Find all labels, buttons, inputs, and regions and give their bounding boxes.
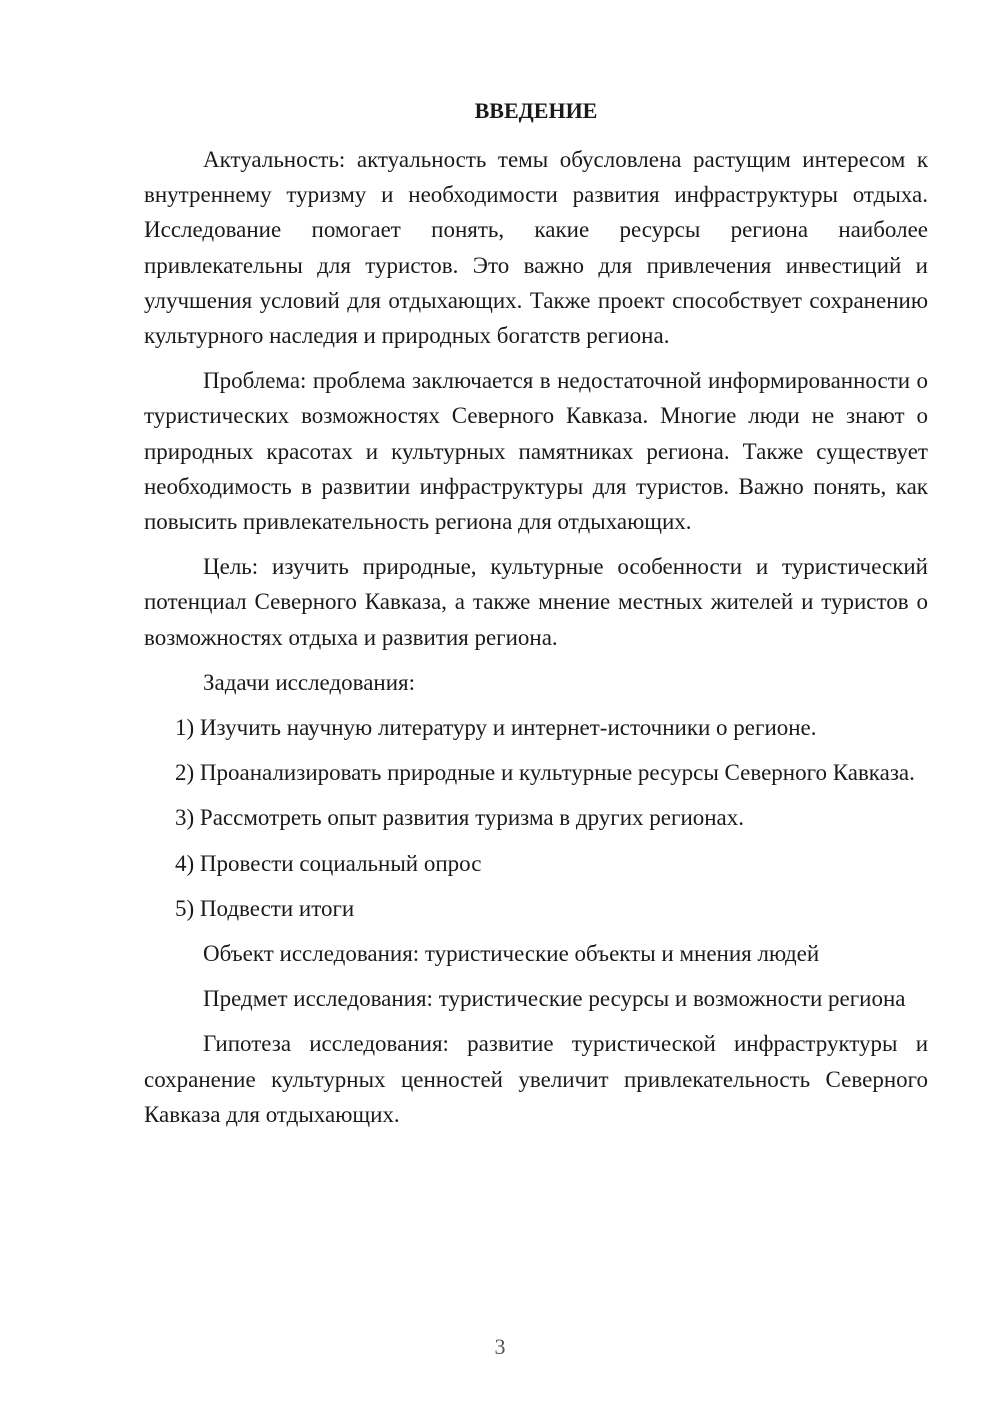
tasks-heading: Задачи исследования: bbox=[203, 669, 416, 695]
research-subject-paragraph: Предмет исследования: туристические ресурсы и возможности региона bbox=[203, 986, 906, 1012]
goal-paragraph: Цель: изучить природные, культурные особенности и туристический потенциал Северного Кавказа, а также мнение местных жителей и туристов о возможностях отдыха и развития региона. bbox=[144, 554, 928, 650]
task-item-4: 4) Провести социальный опрос bbox=[175, 850, 482, 876]
task-item-5: 5) Подвести итоги bbox=[175, 895, 355, 921]
task-item-1: 1) Изучить научную литературу и интернет-источники о регионе. bbox=[175, 715, 817, 741]
task-item-2: 2) Проанализировать природные и культурные ресурсы Северного Кавказа. bbox=[175, 760, 915, 786]
relevance-paragraph: Актуальность: актуальность темы обусловлена растущим интересом к внутреннему туризму и необходимости развития инфраструктуры отдыха. Исследование помогает понять, какие ресурсы региона наиболее привлекательны для туристов. Это важно для привлечения инвестиций и улучшения условий для отдыхающих. Также проект способствует сохранению культурного наследия и природных богатств региона. bbox=[144, 147, 928, 349]
task-item-3: 3) Рассмотреть опыт развития туризма в других регионах. bbox=[175, 805, 745, 831]
page-content bbox=[144, 94, 928, 1142]
research-object-paragraph: Объект исследования: туристические объекты и мнения людей bbox=[203, 941, 820, 967]
problem-paragraph: Проблема: проблема заключается в недостаточной информированности о туристических возможностях Северного Кавказа. Многие люди не знают о природных красотах и культурных памятниках региона. Также существует необходимость в развитии инфраструктуры для туристов. Важно понять, как повысить привлекательность региона для отдыхающих. bbox=[144, 368, 928, 535]
section-title: ВВЕДЕНИЕ bbox=[474, 98, 598, 123]
hypothesis-paragraph: Гипотеза исследования: развитие туристической инфраструктуры и сохранение культурных ценностей увеличит привлекательность Северного Кавказа для отдыхающих. bbox=[144, 1031, 928, 1127]
page-number: 3 bbox=[494, 1334, 506, 1359]
